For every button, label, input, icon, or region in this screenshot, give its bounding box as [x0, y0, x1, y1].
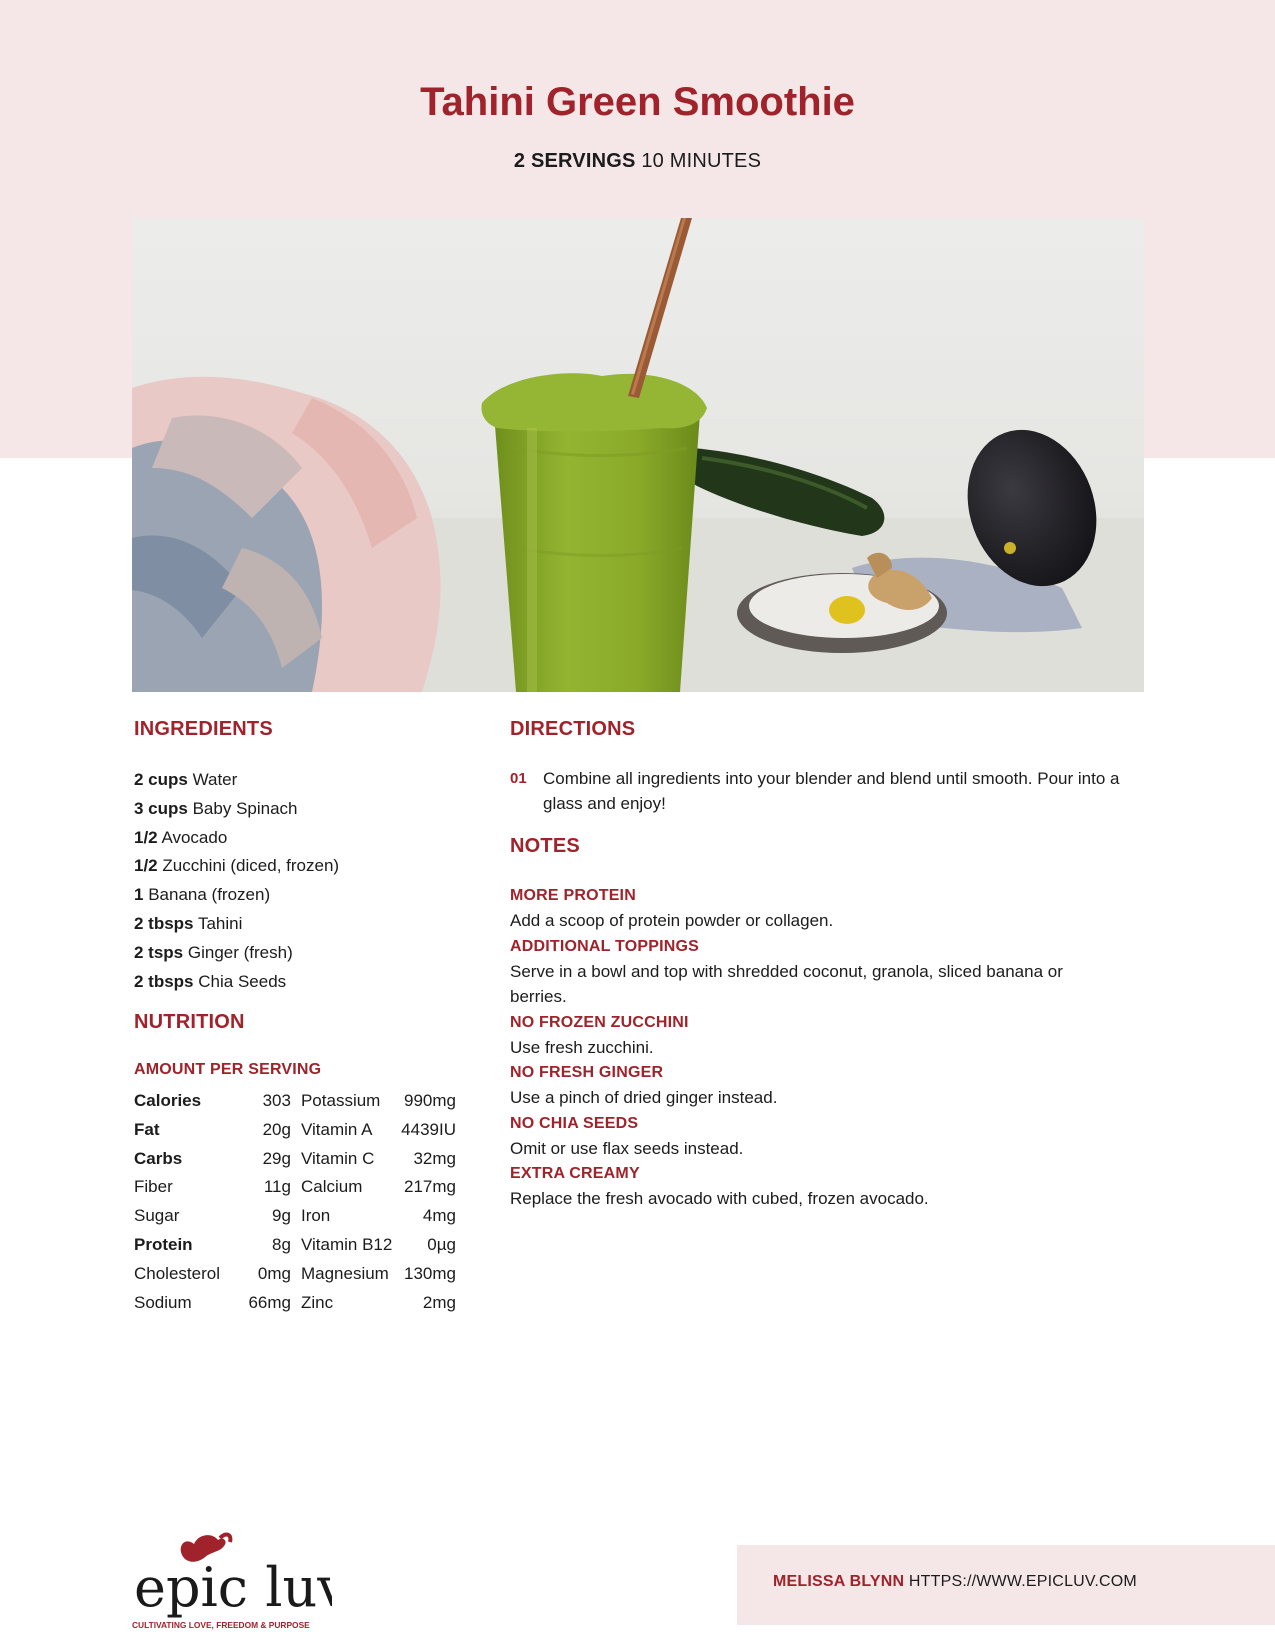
- nutrient-value: 29g: [262, 1148, 291, 1168]
- nutrient-value: 32mg: [413, 1148, 456, 1168]
- note-text: Add a scoop of protein powder or collagen.: [510, 911, 834, 930]
- step-number: 01: [510, 770, 527, 787]
- nutrient-name: Vitamin B12: [300, 1234, 393, 1254]
- note-text: Use fresh zucchini.: [510, 1037, 654, 1057]
- ingredients-list: [134, 766, 474, 996]
- smoothie-photo-illustration: [132, 218, 1144, 692]
- website-url: HTTPS://WWW.EPICLUV.COM: [908, 1573, 1137, 1590]
- ingredient-qty: 2 tbsps: [134, 913, 194, 933]
- logo-tagline: CULTIVATING LOVE, FREEDOM & PURPOSE: [132, 1620, 310, 1630]
- nutrient-name: Vitamin C: [300, 1148, 375, 1168]
- nutrient-value: 8g: [272, 1234, 291, 1254]
- ingredient-name: Water: [192, 770, 238, 789]
- nutrient-name: Protein: [134, 1234, 193, 1254]
- ingredient-name: Banana (frozen): [148, 885, 271, 905]
- list-item: [134, 968, 474, 997]
- note-title: MORE PROTEIN: [510, 887, 636, 904]
- nutrient-value: 0µg: [427, 1234, 456, 1254]
- servings: 2 SERVINGS: [513, 150, 636, 172]
- ingredient-name: Ginger (fresh): [187, 942, 293, 962]
- list-item: [134, 824, 474, 853]
- list-item: [134, 881, 474, 910]
- nutrient-name: Fat: [134, 1119, 160, 1139]
- note-text: Serve in a bowl and top with shredded coconut, granola, sliced banana or berries.: [510, 961, 1063, 1006]
- table-row: [134, 1289, 456, 1318]
- note-text: Use a pinch of dried ginger instead.: [510, 1088, 778, 1107]
- logo-wordmark: epic luv: [134, 1556, 332, 1619]
- notes-heading: NOTES: [510, 835, 580, 857]
- author-name: MELISSA BLYNN: [773, 1573, 905, 1590]
- ingredient-qty: 2 tbsps: [134, 971, 194, 991]
- list-item: [134, 795, 474, 824]
- nutrient-value: 4mg: [422, 1206, 456, 1226]
- ingredient-qty: 1/2: [134, 856, 158, 876]
- nutrient-name: Calcium: [300, 1177, 363, 1197]
- nutrient-name: Zinc: [300, 1292, 334, 1312]
- epic-luv-logo: [132, 1528, 332, 1632]
- ingredient-qty: 2 tsps: [134, 942, 184, 962]
- nutrient-value: 303: [262, 1091, 291, 1110]
- table-row: [134, 1173, 456, 1202]
- footer-credit: [773, 1573, 1137, 1591]
- ingredient-qty: 2 cups: [134, 770, 188, 789]
- nutrient-value: 9g: [272, 1206, 291, 1226]
- brand-logo: [132, 1528, 332, 1632]
- nutrient-value: 130mg: [404, 1263, 456, 1283]
- note-title: NO FRESH GINGER: [510, 1064, 664, 1081]
- table-row: [134, 1231, 456, 1260]
- recipe-title: Tahini Green Smoothie: [420, 80, 855, 124]
- table-row: [134, 1145, 456, 1174]
- table-row: [134, 1260, 456, 1289]
- list-item: [134, 852, 474, 881]
- nutrient-value: 20g: [262, 1119, 291, 1139]
- hero-photo: [132, 218, 1144, 692]
- nutrition-heading: NUTRITION: [134, 1011, 245, 1033]
- nutrient-name: Carbs: [134, 1148, 183, 1168]
- list-item: [134, 939, 474, 968]
- nutrient-name: Magnesium: [300, 1263, 389, 1283]
- nutrient-value: 11g: [263, 1177, 291, 1197]
- note-title: NO CHIA SEEDS: [510, 1114, 639, 1132]
- direction-step: [510, 766, 1130, 816]
- prep-time: 10 MINUTES: [641, 150, 762, 172]
- nutrient-value: 0mg: [257, 1263, 291, 1283]
- ingredient-name: Zucchini (diced, frozen): [162, 856, 340, 876]
- ingredient-name: Chia Seeds: [198, 971, 287, 991]
- note-title: EXTRA CREAMY: [510, 1165, 640, 1182]
- nutrient-value: 990mg: [404, 1091, 456, 1110]
- nutrient-name: Calories: [134, 1091, 202, 1110]
- recipe-meta: [0, 150, 1275, 173]
- note-title: NO FROZEN ZUCCHINI: [510, 1013, 689, 1031]
- nutrient-name: Sodium: [134, 1292, 192, 1312]
- notes-list: [510, 883, 1110, 1212]
- nutrient-name: Potassium: [300, 1091, 381, 1110]
- step-text: Combine all ingredients into your blender and blend until smooth. Pour into a glass and enjoy!: [543, 769, 1120, 813]
- ingredient-name: Avocado: [161, 827, 228, 847]
- ingredient-qty: 3 cups: [134, 798, 188, 818]
- ingredient-qty: 1/2: [134, 827, 158, 847]
- ingredient-name: Tahini: [197, 913, 243, 933]
- nutrient-value: 4439IU: [401, 1119, 456, 1139]
- nutrition-subheading: AMOUNT PER SERVING: [134, 1061, 322, 1078]
- ingredients-heading: INGREDIENTS: [134, 718, 273, 740]
- nutrient-name: Iron: [300, 1206, 331, 1226]
- directions-heading: DIRECTIONS: [510, 718, 636, 740]
- nutrient-name: Sugar: [134, 1206, 180, 1226]
- list-item: [134, 766, 474, 795]
- nutrient-value: 217mg: [404, 1177, 456, 1197]
- table-row: [134, 1087, 456, 1116]
- nutrient-name: Cholesterol: [134, 1263, 220, 1283]
- list-item: [134, 910, 474, 939]
- nutrient-value: 2mg: [422, 1292, 456, 1312]
- note-text: Replace the fresh avocado with cubed, frozen avocado.: [510, 1189, 929, 1208]
- table-row: [134, 1202, 456, 1231]
- nutrition-table: [134, 1087, 456, 1317]
- table-row: [134, 1116, 456, 1145]
- note-text: Omit or use flax seeds instead.: [510, 1138, 744, 1158]
- nutrient-name: Fiber: [134, 1177, 173, 1197]
- nutrient-name: Vitamin A: [300, 1119, 373, 1139]
- ingredient-name: Baby Spinach: [192, 798, 298, 818]
- ingredient-qty: 1: [134, 885, 144, 905]
- note-title: ADDITIONAL TOPPINGS: [510, 937, 700, 955]
- nutrient-value: 66mg: [248, 1292, 291, 1312]
